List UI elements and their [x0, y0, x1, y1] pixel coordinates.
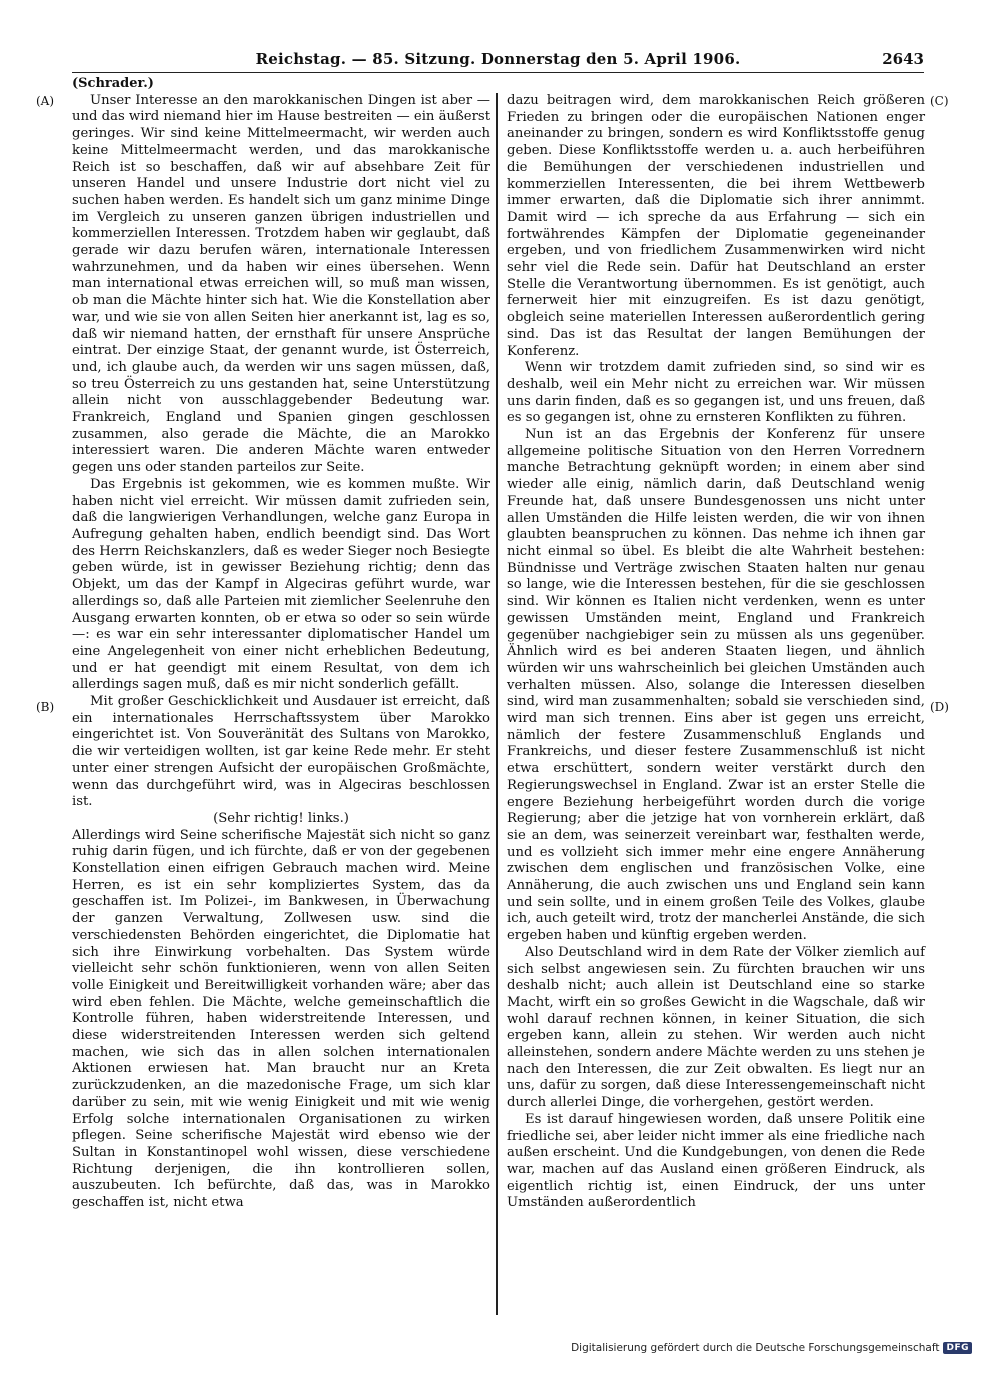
dfg-logo: DFG [943, 1342, 972, 1354]
running-title: Reichstag. — 85. Sitzung. Donnerstag den 5. April 1906. [255, 50, 741, 68]
paragraph: Nun ist an das Ergebnis der Konferenz für unsere allgemeine politische Situation von den Herren Vorrednern manche Betrachtung geknüpft worden; in einem aber sind wieder alle einig, nämlich darin, daß Deutschland wenig Freunde hat, daß unsere Bundesgenossen uns nicht unter allen Umständen die Hilfe leisten werden, die wir von ihnen glaubten beanspruchen zu können. Das nehme ich ihnen gar nicht einmal so übel. Es bleibt die alte Wahrheit bestehen: Bündnisse und Verträge zwischen Staaten halten nur genau so lange, wie die Interessen bestehen, für die sie geschlossen sind. Wir können es Italien nicht verdenken, wenn es unter gewissen Umständen meint, England und Frankreich gegenüber nachgiebiger sein zu müssen als uns gegenüber. Ähnlich wird es bei anderen Staaten liegen, und ähnlich würden wir uns wahrscheinlich bei gleichen Umständen auch verhalten müssen. Also, solange die Interessen dieselben sind, wird man zusammenhalten; sobald sie verschieden sind, wird man sich trennen. Eins aber ist gegen uns erreicht, nämlich der festere Zusammenschluß Englands und Frankreichs, und dieser festere Zusammenschluß ist nicht etwa erschüttert, sondern weiter verstärkt durch den Regierungswechsel in England. Zwar ist an erster Stelle die engere Beziehung herbeigeführt worden durch die vorige Regierung; aber die jetzige hat von vornherein erklärt, daß sie an dem, was seinerzeit vereinbart war, festhalten werde, und es vollzieht sich immer mehr eine engere Annäherung zwischen dem englischen und französischen Volke, eine Annäherung, die auch zwischen uns und England sein kann und sein sollte, und in einem großen Teile des Volkes, glaube ich, auch geteilt wird, trotz der mancherlei Anstände, die sich ergeben haben und künftig ergeben werden. [507, 427, 925, 944]
left-column [72, 76, 490, 1212]
paragraph: dazu beitragen wird, dem marokkanischen Reich größeren Frieden zu bringen oder die europäischen Nationen enger aneinander zu bringen, sondern es wird Konfliktsstoffe genug geben. Diese Konfliktsstoffe werden u. a. auch herbeiführen die Bemühungen der verschiedenen industriellen und kommerziellen Interessenten, die bei ihrem Wettbewerb immer erwarten, daß die Diplomatie sich ihrer annimmt. Damit wird — ich spreche da aus Erfahrung — sich ein fortwährendes Kämpfen der Diplomatie gegeneinander ergeben, und von friedlichem Zusammenwirken wird nicht sehr viel die Rede sein. Dafür hat Deutschland an erster Stelle die Verantwortung übernommen. Es ist genötigt, auch fernerweit hier mit einzugreifen. Es ist dazu genötigt, obgleich seine materiellen Interessen außerordentlich gering sind. Das ist das Resultat der langen Bemühungen der Konferenz. [507, 93, 925, 359]
margin-mark-d: (D) [930, 700, 949, 714]
paragraph: Es ist darauf hingewiesen worden, daß unsere Politik eine friedliche sei, aber leider nicht immer als eine friedliche nach außen erscheint. Und die Kundgebungen, von denen die Rede war, machen auf das Ausland einen größeren Eindruck, als eigentlich richtig ist, einen Eindruck, der uns unter Umständen außerordentlich [507, 1111, 925, 1211]
page-header [72, 50, 924, 72]
footer-text: Digitalisierung gefördert durch die Deutsche Forschungsgemeinschaft [571, 1342, 940, 1354]
paragraph: Wenn wir trotzdem damit zufrieden sind, so sind wir es deshalb, weil ein Mehr nicht zu erreichen war. Wir müssen uns darin finden, daß es so gegangen ist, und uns freuen, daß es so gegangen ist, ohne zu ernsteren Konflikten zu führen. [507, 360, 925, 426]
paragraph: Unser Interesse an den marokkanischen Dingen ist aber — und das wird niemand hier im Hause bestreiten — ein äußerst geringes. Wir sind keine Mittelmeermacht, wir werden auch keine Mittelmeermacht werden, und das marokkanische Reich ist so beschaffen, daß wir auf absehbare Zeit für unseren Handel und unsere Industrie dort nicht viel zu suchen haben werden. Es handelt sich um ganz minime Dinge im Vergleich zu unseren ganzen übrigen industriellen und kommerziellen Interessen. Trotzdem haben wir geglaubt, daß gerade wir dazu berufen wären, internationale Interessen wahrzunehmen, und da haben wir eines übersehen. Wenn man international etwas erreichen will, so muß man wissen, ob man die Mächte hinter sich hat. Wie die Konstellation aber war, und wie sie von allen Seiten hier anerkannt ist, lag es so, daß wir niemand hatten, der ernsthaft für unsere Ansprüche eintrat. Der einzige Staat, der genannt wurde, ist Österreich, und, ich glaube auch, da werden wir uns sagen müssen, daß, so treu Österreich zu uns gestanden hat, seine Unterstützung allein nicht von ausschlaggebender Bedeutung war. Frankreich, England und Spanien gingen geschlossen zusammen, also gerade die Mächte, die an Marokko interessiert waren. Die anderen Mächte waren entweder gegen uns oder standen parteilos zur Seite. [72, 92, 490, 476]
speaker-label: (Schrader.) [72, 76, 154, 91]
right-column [507, 93, 925, 1212]
paragraph: Allerdings wird Seine scherifische Majestät sich nicht so ganz ruhig darin fügen, und ich fürchte, daß er von der gegebenen Konstellation einen eifrigen Gebrauch machen wird. Meine Herren, es ist ein sehr kompliziertes System, das da geschaffen ist. Im Polizei-, im Bankwesen, in Überwachung der ganzen Verwaltung, Zollwesen usw. sind die verschiedensten Behörden eingerichtet, die Diplomatie hat sich ihre Einwirkung vorbehalten. Das System würde vielleicht sehr schön funktionieren, wenn von allen Seiten volle Einigkeit und Bereitwilligkeit vorhanden wäre; aber das wird eben fehlen. Die Mächte, welche gemeinschaftlich die Kontrolle führen, haben widerstreitende Interessen, und diese widerstreitenden Interessen werden sich geltend machen, wie sich das in allen solchen internationalen Aktionen erwiesen hat. Man braucht nur an Kreta zurückzudenken, an die mazedonische Frage, um sich klar darüber zu sein, mit wie wenig Einigkeit und mit wie wenig Erfolg solche internationalen Organisationen zu wirken pflegen. Seine scherifische Majestät wird ebenso wie der Sultan in Konstantinopel wohl wissen, diese verschiedene Richtung derjenigen, die ihn kontrollieren sollen, auszubeuten. Ich befürchte, daß das, was in Marokko geschaffen ist, nicht etwa [72, 827, 490, 1211]
footer-credit [571, 1342, 972, 1354]
margin-mark-c: (C) [930, 94, 949, 108]
paragraph: Mit großer Geschicklichkeit und Ausdauer ist erreicht, daß ein internationales Herrschaftssystem über Marokko eingerichtet ist. Von Souveränität des Sultans von Marokko, die wir verteidigen wollten, ist gar keine Rede mehr. Er steht unter einer strengen Aufsicht der europäischen Großmächte, wenn das durchgeführt wird, was in Algeciras beschlossen ist. [72, 694, 490, 810]
header-rule [72, 72, 924, 73]
page-number: 2643 [882, 50, 924, 68]
interjection: (Sehr richtig! links.) [213, 810, 349, 826]
paragraph: Also Deutschland wird in dem Rate der Völker ziemlich auf sich selbst angewiesen sein. Zu fürchten brauchen wir uns deshalb nicht; auch allein ist Deutschland eine so starke Macht, wirft ein so großes Gewicht in die Wagschale, daß wir wohl darauf rechnen können, in keiner Situation, die sich ergeben kann, allein zu stehen. Wir werden auch nicht alleinstehen, sondern andere Mächte werden zu uns stehen je nach den Interessen, die zur Zeit obwalten. Es liegt nur an uns, dafür zu sorgen, daß diese Interessengemeinschaft nicht durch allerlei Dinge, die vorhergehen, gestört werden. [507, 944, 925, 1111]
paragraph: Das Ergebnis ist gekommen, wie es kommen mußte. Wir haben nicht viel erreicht. Wir müssen damit zufrieden sein, daß die langwierigen Verhandlungen, welche ganz Europa in Aufregung gehalten haben, endlich beendigt sind. Das Wort des Herrn Reichskanzlers, daß es weder Sieger noch Besiegte geben würde, ist in gewisser Beziehung richtig; denn das Objekt, um das der Kampf in Algeciras geführt wurde, war allerdings so, daß alle Parteien mit ziemlicher Seelenruhe den Ausgang erwarten konnten, ob er etwa so oder so sein würde —: es war ein sehr interessanter diplomatischer Handel um eine Angelegenheit von einer nicht erheblichen Bedeutung, und er hat geendigt mit einem Resultat, von dem ich allerdings sagen muß, daß es mir nicht sonderlich gefällt. [72, 476, 490, 693]
margin-mark-a: (A) [36, 94, 55, 108]
margin-mark-b: (B) [36, 700, 55, 714]
column-divider [496, 93, 498, 1315]
